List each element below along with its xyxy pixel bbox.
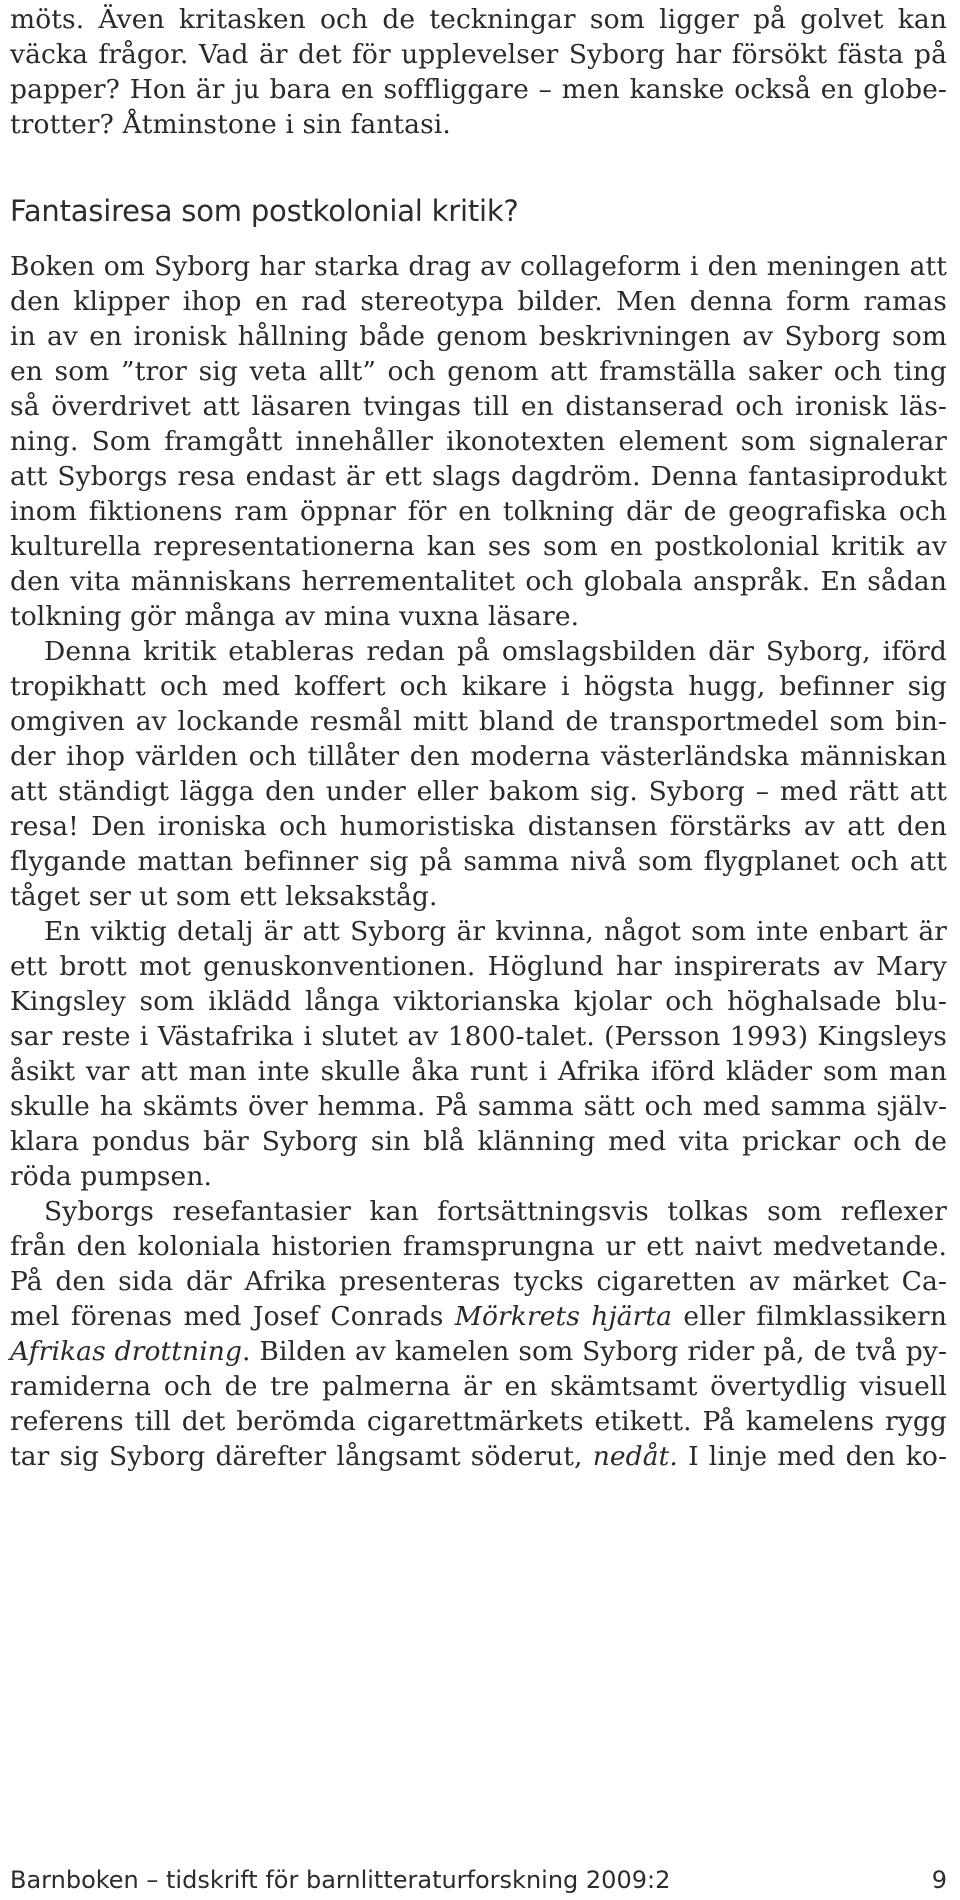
text-line: ett brott mot genuskonventionen. Höglund har inspirerats av Mary	[10, 951, 947, 982]
text-line: En viktig detalj är att Syborg är kvinna, något som inte enbart är	[44, 916, 947, 947]
text-line: flygande mattan befinner sig på samma nivå som flygplanet och att	[10, 846, 947, 877]
page-footer	[10, 1863, 947, 1897]
text-line	[10, 1300, 947, 1334]
text-line: att Syborgs resa endast är ett slags dagdröm. Denna fantasiprodukt	[10, 461, 947, 492]
text-line: omgiven av lockande resmål mitt bland de transportmedel som bin-	[10, 706, 947, 737]
text-line: in av en ironisk hållning både genom beskrivningen av Syborg som	[10, 321, 947, 352]
text-line: röda pumpsen.	[10, 1161, 213, 1192]
text-line: der ihop världen och tillåter den moderna västerländska människan	[10, 741, 947, 772]
text-line	[10, 1335, 947, 1369]
text-line: från den koloniala historien framsprungna ur ett naivt medvetande.	[10, 1231, 947, 1262]
text-line: ning. Som framgått innehåller ikonotexten element som signalerar	[10, 426, 947, 457]
film-title: Afrikas drottning	[10, 1336, 243, 1367]
text-line: klara pondus bär Syborg sin blå klänning med vita prickar och de	[10, 1126, 947, 1157]
text-line: inom fiktionens ram öppnar för en tolkning där de geografiska och	[10, 496, 947, 527]
text-line: trotter? Åtminstone i sin fantasi.	[10, 109, 451, 140]
text-line: möts. Även kritasken och de teckningar som ligger på golvet kan	[10, 4, 947, 35]
text-line: ramiderna och de tre palmerna är en skämtsamt övertydlig visuell	[10, 1371, 947, 1402]
text-line: den klipper ihop en rad stereotypa bilder. Men denna form ramas	[10, 286, 947, 317]
text-line: åsikt var att man inte skulle åka runt i Afrika iförd kläder som man	[10, 1056, 947, 1087]
text-segment: mel förenas med Josef Conrads	[10, 1301, 455, 1332]
text-segment: . Bilden av kamelen som Syborg rider på, de två py-	[242, 1336, 947, 1367]
text-line: en som ”tror sig veta allt” och genom att framställa saker och ting	[10, 356, 947, 387]
text-line: så överdrivet att läsaren tvingas till en distanserad och ironisk läs-	[10, 391, 947, 422]
book-title: Mörkrets hjärta	[454, 1301, 673, 1332]
text-line: referens till det berömda cigarettmärkets etikett. På kamelens rygg	[10, 1406, 947, 1437]
text-line: tropikhatt och med koffert och kikare i högsta hugg, befinner sig	[10, 671, 947, 702]
text-line: Denna kritik etableras redan på omslagsbilden där Syborg, iförd	[44, 636, 947, 667]
text-line: tåget ser ut som ett leksakståg.	[10, 881, 438, 912]
text-line	[10, 1440, 947, 1474]
text-line: att ständigt lägga den under eller bakom sig. Syborg – med rätt att	[10, 776, 947, 807]
text-line: sar reste i Västafrika i slutet av 1800-talet. (Persson 1993) Kingsleys	[10, 1021, 947, 1052]
text-segment: tar sig Syborg därefter långsamt söderut,	[10, 1441, 593, 1472]
text-line: På den sida där Afrika presenteras tycks cigaretten av märket Ca-	[10, 1266, 947, 1297]
text-line: Boken om Syborg har starka drag av collageform i den meningen att	[10, 251, 947, 282]
text-line: kulturella representationerna kan ses som en postkolonial kritik av	[10, 531, 947, 562]
text-line: tolkning gör många av mina vuxna läsare.	[10, 601, 580, 632]
text-line: Kingsley som iklädd långa viktorianska kjolar och höghalsade blu-	[10, 986, 947, 1017]
page-number: 9	[931, 1866, 947, 1894]
journal-title: Barnboken – tidskrift för barnlitteraturforskning 2009:2	[10, 1866, 671, 1894]
text-line: papper? Hon är ju bara en soffliggare – men kanske också en globe-	[10, 74, 947, 105]
text-line: Syborgs resefantasier kan fortsättningsvis tolkas som reflexer	[44, 1196, 947, 1227]
text-line: väcka frågor. Vad är det för upplevelser Syborg har försökt fästa på	[10, 39, 947, 70]
text-line: resa! Den ironiska och humoristiska distansen förstärks av att den	[10, 811, 947, 842]
text-line: skulle ha skämts över hemma. På samma sätt och med samma själv-	[10, 1091, 947, 1122]
text-segment: I linje med den ko-	[677, 1441, 947, 1472]
emphasis: nedåt.	[592, 1441, 678, 1472]
text-segment: eller filmklassikern	[672, 1301, 947, 1332]
section-heading: Fantasiresa som postkolonial kritik?	[10, 194, 519, 228]
text-line: den vita människans herrementalitet och globala anspråk. En sådan	[10, 566, 947, 597]
